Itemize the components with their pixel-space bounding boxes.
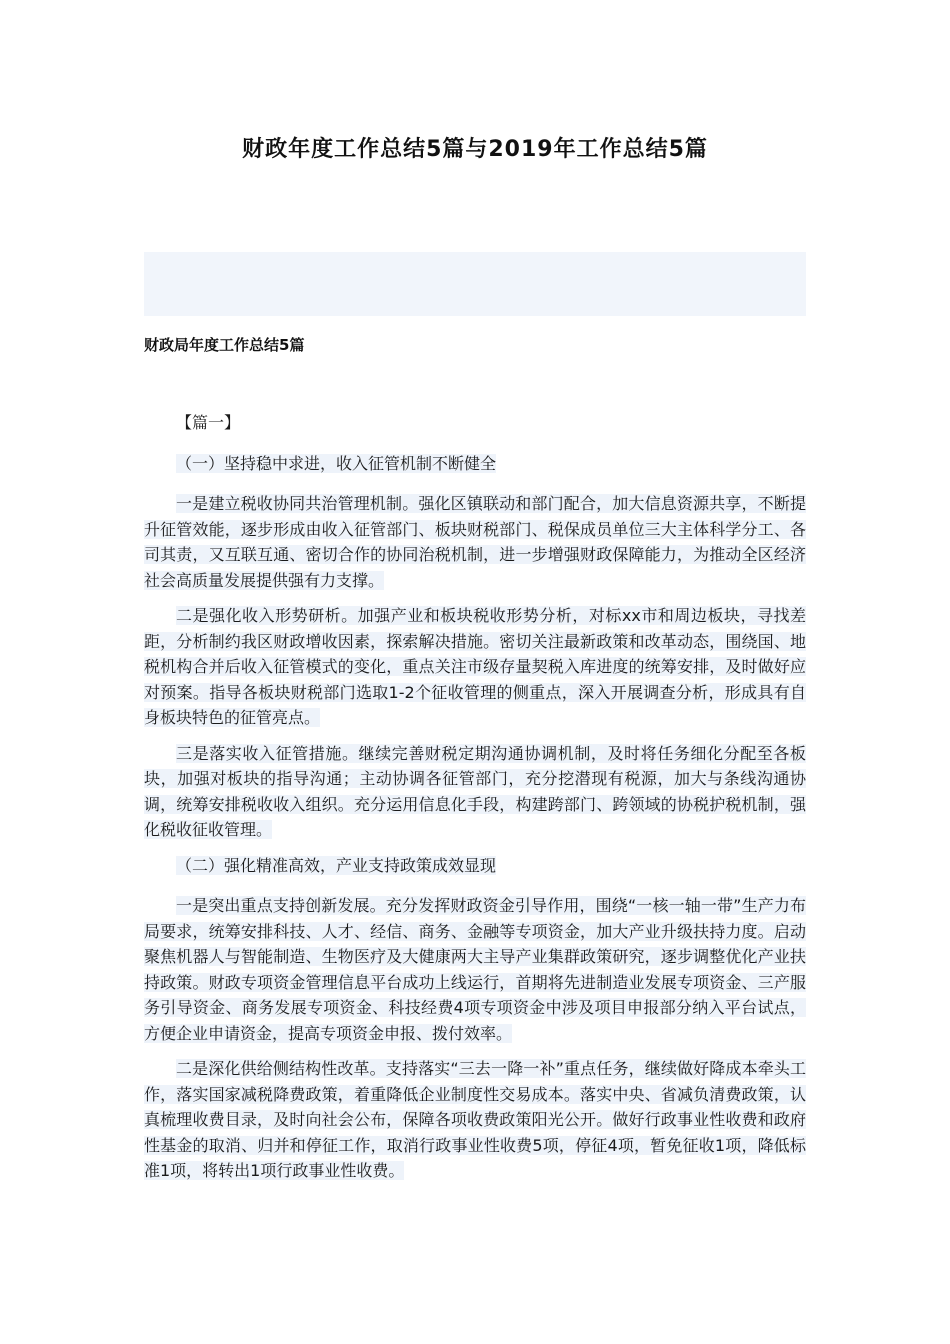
paragraph-3-text: 三是落实收入征管措施。继续完善财税定期沟通协调机制，及时将任务细化分配至各板块，加强对板块的指导沟通；主动协调各征管部门，充分挖潜现有税源，加大与条线沟通协调，统筹安排税收收入组织。充分运用信息化手段，构建跨部门、跨领域的协税护税机制，强化税收征收管理。 (144, 743, 806, 839)
paragraph-4 (144, 893, 806, 1046)
paragraph-5-text: 二是深化供给侧结构性改革。支持落实“三去一降一补”重点任务，继续做好降成本牵头工作，落实国家减税降费政策，着重降低企业制度性交易成本。落实中央、省减负清费政策，认真梳理收费目录，及时向社会公布，保障各项收费政策阳光公开。做好行政事业性收费和政府性基金的取消、归并和停征工作，取消行政事业性收费5项，停征4项，暂免征收1项，降低标准1项，将转出1项行政事业性收费。 (144, 1059, 806, 1180)
banner-placeholder (144, 252, 806, 316)
paragraph-1-text: 一是建立税收协同共治管理机制。强化区镇联动和部门配合，加大信息资源共享，不断提升征管效能，逐步形成由收入征管部门、板块财税部门、税保成员单位三大主体科学分工、各司其责，又互联互通、密切合作的协同治税机制，进一步增强财政保障能力，为推动全区经济社会高质量发展提供强有力支撑。 (144, 494, 806, 590)
paragraph-2 (144, 603, 806, 731)
paragraph-5 (144, 1056, 806, 1184)
section-title: 财政局年度工作总结5篇 (144, 336, 305, 354)
paragraph-4-text: 一是突出重点支持创新发展。充分发挥财政资金引导作用，围绕“一核一轴一带”生产力布局要求，统筹安排科技、人才、经信、商务、金融等专项资金，加大产业升级扶持力度。启动聚焦机器人与智能制造、生物医疗及大健康两大主导产业集群政策研究，逐步调整优化产业扶持政策。财政专项资金管理信息平台成功上线运行，首期将先进制造业发展专项资金、三产服务引导资金、商务发展专项资金、科技经费4项专项资金中涉及项目申报部分纳入平台试点，方便企业申请资金，提高专项资金申报、拨付效率。 (144, 896, 806, 1043)
paragraph-3 (144, 741, 806, 843)
document-body (144, 410, 806, 1194)
heading-1-text: （一）坚持稳中求进，收入征管机制不断健全 (176, 453, 497, 473)
paragraph-2-text: 二是强化收入形势研析。加强产业和板块税收形势分析，对标xx市和周边板块，寻找差距，分析制约我区财政增收因素，探索解决措施。密切关注最新政策和改革动态，围绕国、地税机构合并后收入征管模式的变化，重点关注市级存量契税入库进度的统筹安排，及时做好应对预案。指导各板块财税部门选取1-2个征收管理的侧重点，深入开展调查分析，形成具有自身板块特色的征管亮点。 (144, 606, 806, 727)
heading-2-text: （二）强化精准高效，产业支持政策成效显现 (176, 855, 497, 875)
paragraph-1 (144, 491, 806, 593)
part-label: 【篇一】 (176, 413, 241, 432)
heading-2 (144, 853, 806, 879)
heading-1 (144, 451, 806, 477)
document-title: 财政年度工作总结5篇与2019年工作总结5篇 (242, 137, 708, 162)
